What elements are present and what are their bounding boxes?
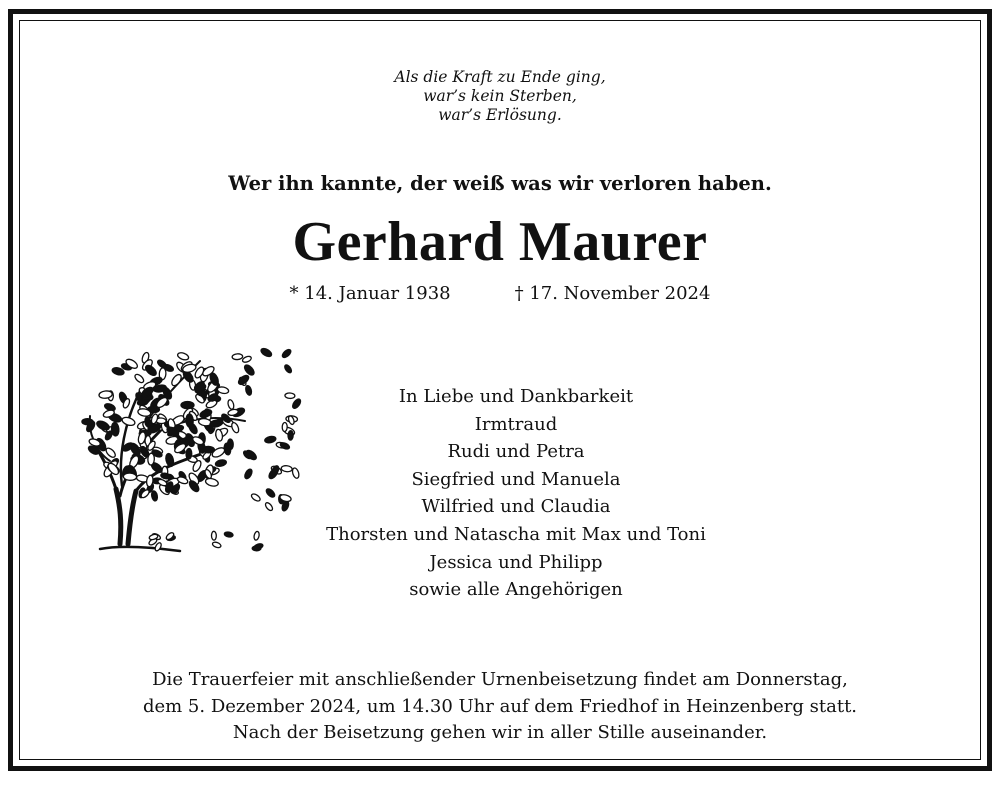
service-line: Die Trauerfeier mit anschließender Urnenbeisetzung findet am Donnerstag,	[152, 669, 848, 690]
tagline: Wer ihn kannte, der weiß was wir verloren haben.	[228, 172, 772, 195]
service-line: dem 5. Dezember 2024, um 14.30 Uhr auf dem Friedhof in Heinzenberg statt.	[142, 695, 858, 717]
death-date: † 17. November 2024	[514, 283, 711, 304]
mourner-line: Siegfried und Manuela	[411, 468, 621, 490]
motto-verse	[20, 68, 980, 125]
service-line: Nach der Beisetzung gehen wir in aller Stille auseinander.	[232, 722, 768, 743]
motto-line: war’s Erlösung.	[438, 106, 562, 124]
mourner-line: Thorsten und Natascha mit Max und Toni	[326, 523, 706, 545]
mourner-line: Irmtraud	[474, 413, 558, 435]
birth-date: * 14. Januar 1938	[289, 283, 451, 304]
mourner-line: Rudi und Petra	[447, 441, 585, 463]
deceased-name: Gerhard Maurer	[292, 211, 708, 273]
motto-line: Als die Kraft zu Ende ging,	[394, 68, 606, 86]
service-notice	[20, 667, 980, 747]
mourner-line: sowie alle Angehörigen	[409, 579, 623, 601]
motto-line: war’s kein Sterben,	[423, 87, 577, 105]
obituary-frame	[8, 9, 992, 771]
mourner-line: Jessica und Philipp	[429, 551, 603, 573]
mourner-line: Wilfried und Claudia	[421, 496, 611, 518]
obituary-inner-border	[19, 20, 981, 760]
life-dates	[20, 283, 980, 304]
mourner-line: In Liebe und Dankbarkeit	[398, 386, 634, 407]
mourners-list	[196, 383, 836, 604]
